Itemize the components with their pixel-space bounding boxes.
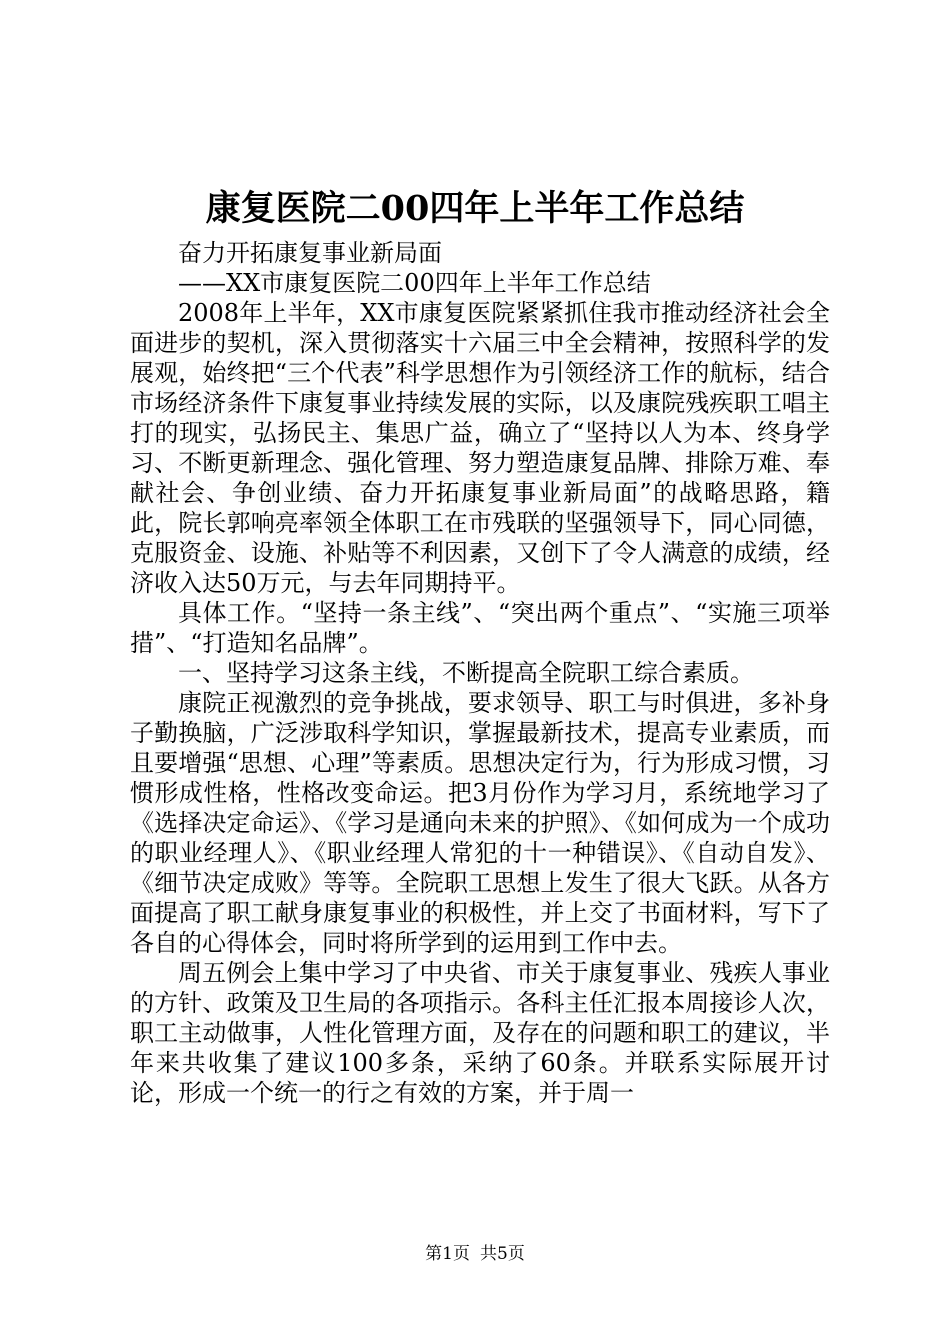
subtitle-dash-line: ——XX市康复医院二00四年上半年工作总结 [178, 269, 651, 297]
page-number: 第1页 [425, 1244, 470, 1264]
body-paragraph-study: 康院正视激烈的竞争挑战，要求领导、职工与时俱进，多补身子勤换脑，广泛涉取科学知识，掌握最新技术，提高专业素质，而且要增强“思想、心理”等素质。思想决定行为，行为形成习惯，习惯形成性格，性格改变命运。把3月份作为学习月，系统地学习了《选择决定命运》、《学习是通向未来的护照》、《如何成为一个成功的职业经理人》、《职业经理人常犯的十一种错误》、《自动自发》、《细节决定成败》等等。全院职工思想上发生了很大飞跃。从各方面提高了职工献身康复事业的积极性，并上交了书面材料，写下了各自的心得体会，同时将所学到的运用到工作中去。 [130, 689, 830, 957]
page-total: 共5页 [480, 1244, 525, 1264]
document-title: 康复医院二00四年上半年工作总结 [205, 188, 745, 229]
body-paragraph-meeting: 周五例会上集中学习了中央省、市关于康复事业、残疾人事业的方针、政策及卫生局的各项指示。各科主任汇报本周接诊人次，职工主动做事，人性化管理方面，及存在的问题和职工的建议，半年来共收集了建议100多条，采纳了60条。并联系实际展开讨论，形成一个统一的行之有效的方案，并于周一 [130, 959, 830, 1107]
body-paragraph-intro: 2008年上半年，XX市康复医院紧紧抓住我市推动经济社会全面进步的契机，深入贯彻落实十六届三中全会精神，按照科学的发展观，始终把“三个代表”科学思想作为引领经济工作的航标，结合市场经济条件下康复事业持续发展的实际，以及康院残疾职工唱主打的现实，弘扬民主、集思广益，确立了“坚持以人为本、终身学习、不断更新理念、强化管理、努力塑造康复品牌、排除万难、奉献社会、争创业绩、奋力开拓康复事业新局面”的战略思路，籍此，院长郭响亮率领全体职工在市残联的坚强领导下，同心同德，克服资金、设施、补贴等不利因素，又创下了令人满意的成绩，经济收入达50万元，与去年同期持平。 [130, 299, 830, 597]
subtitle-line: 奋力开拓康复事业新局面 [178, 239, 442, 267]
section-heading-1: 一、坚持学习这条主线，不断提高全院职工综合素质。 [178, 659, 754, 687]
page-footer [0, 1243, 950, 1265]
body-paragraph-summary: 具体工作。“坚持一条主线”、“突出两个重点”、“实施三项举措”、“打造知名品牌”。 [130, 599, 830, 657]
document-body [130, 238, 830, 1108]
